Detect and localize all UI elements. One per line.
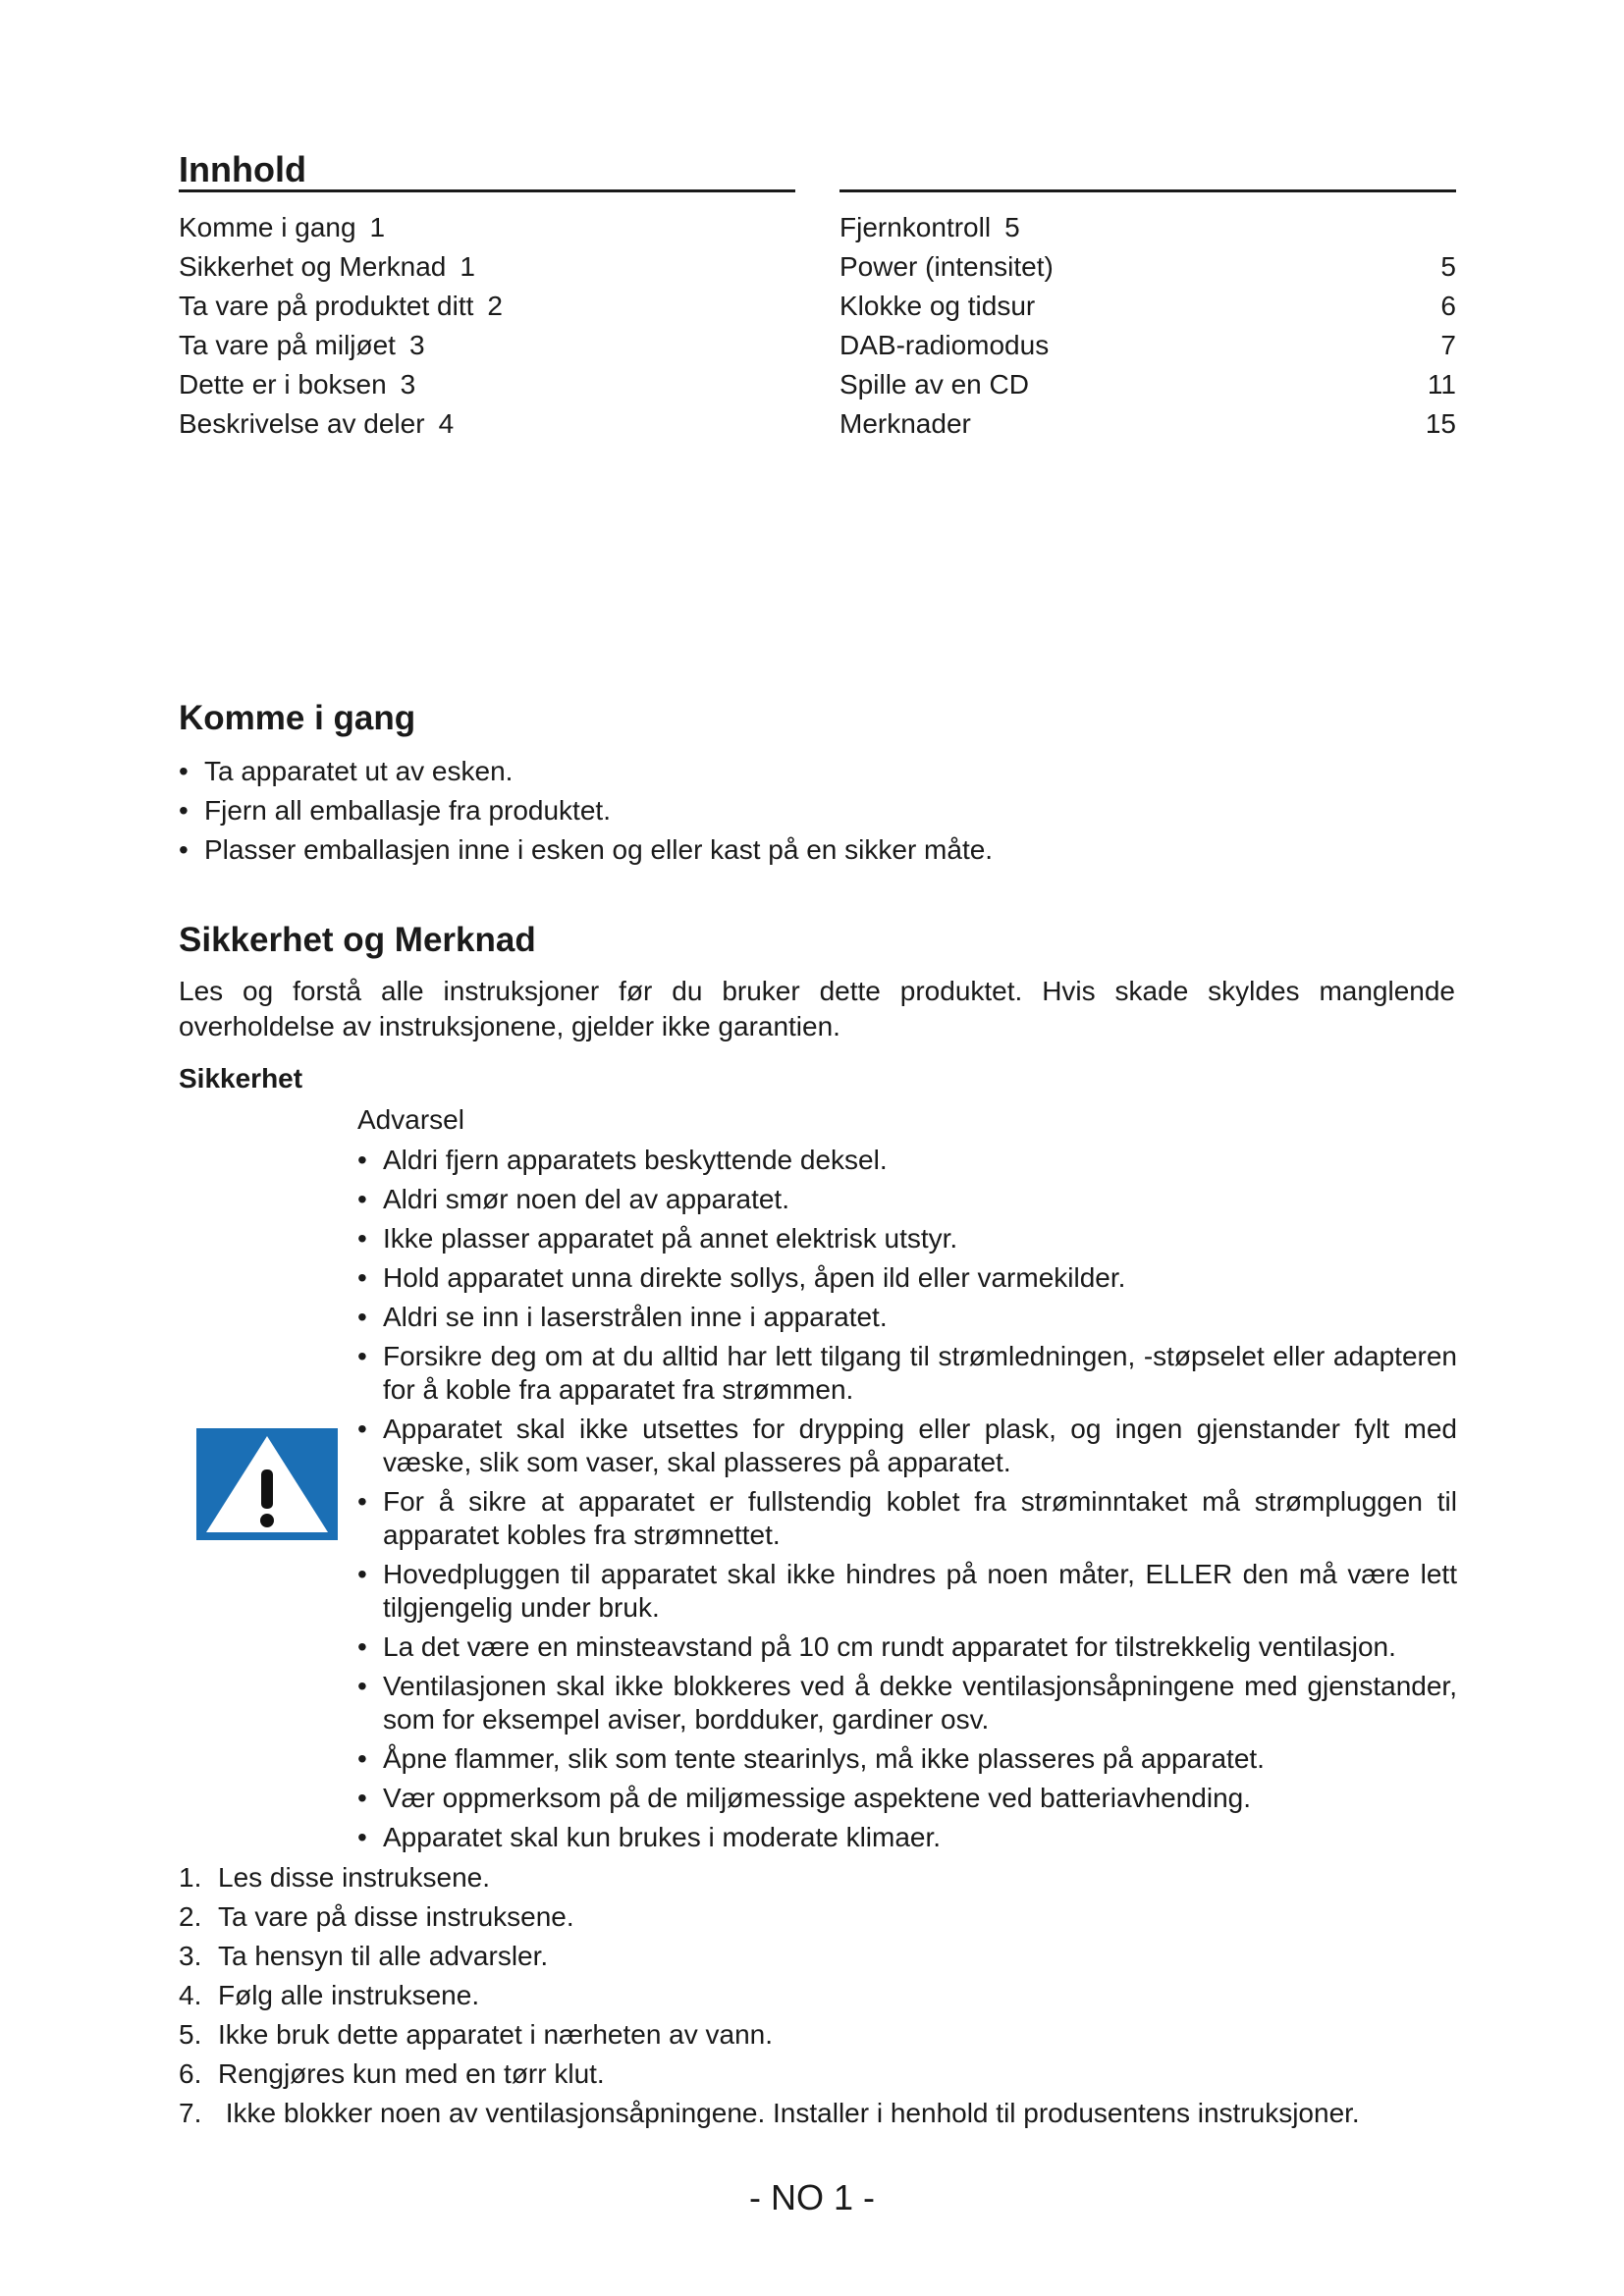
toc-entry-label: Ta vare på produktet ditt: [179, 291, 474, 321]
item-number: 6.: [179, 2058, 202, 2089]
list-item: • Apparatet skal ikke utsettes for drypping eller plask, og ingen gjenstander fylt med væske, slik som vaser, skal plasseres på apparatet.: [357, 1413, 1457, 1479]
list-item: • Ikke plasser apparatet på annet elektrisk utstyr.: [357, 1222, 1457, 1255]
list-item: [179, 1976, 1455, 2015]
item-text: Ta hensyn til alle advarsler.: [218, 1941, 549, 1971]
list-item: • Apparatet skal kun brukes i moderate klimaer.: [357, 1821, 1457, 1854]
toc-entry[interactable]: [839, 208, 1456, 247]
list-item: • Ta apparatet ut av esken.: [179, 752, 1455, 791]
toc-entry-label: Spille av en CD: [839, 369, 1029, 400]
item-number: 4.: [179, 1980, 202, 2010]
toc-entry[interactable]: [179, 208, 768, 247]
toc-rule-left: [179, 189, 795, 192]
toc-entry-page: 5: [1440, 251, 1456, 282]
section-heading-sikkerhet-og-merknad: Sikkerhet og Merknad: [179, 921, 536, 959]
item-number: 5.: [179, 2019, 202, 2050]
toc-entry-label: DAB-radiomodus: [839, 330, 1050, 360]
page-number: - NO 1 -: [748, 2177, 875, 2217]
list-item: • Aldri se inn i laserstrålen inne i apparatet.: [357, 1301, 1457, 1334]
toc-entry[interactable]: [179, 326, 768, 365]
warning-triangle-icon: [196, 1428, 338, 1540]
list-item: • Ventilasjonen skal ikke blokkeres ved å dekke ventilasjonsåpningene med gjenstander, som for eksempel aviser, bordduker, gardiner osv.: [357, 1670, 1457, 1736]
numbered-instructions: [179, 1858, 1455, 2133]
list-item: • For å sikre at apparatet er fullstendig koblet fra strøminntaket må strømpluggen til apparatet kobles fra strømnettet.: [357, 1485, 1457, 1552]
toc-entry[interactable]: [839, 247, 1456, 287]
komme-i-gang-list: [179, 752, 1455, 870]
list-item: • Fjern all emballasje fra produktet.: [179, 791, 1455, 830]
toc-entry-label: Beskrivelse av deler: [179, 408, 425, 439]
toc-entry-label: Power (intensitet): [839, 251, 1054, 282]
warning-list: [357, 1144, 1457, 1860]
list-item: • La det være en minsteavstand på 10 cm rundt apparatet for tilstrekkelig ventilasjon.: [357, 1630, 1457, 1664]
toc-rule-right: [839, 189, 1456, 192]
list-item: [179, 2055, 1455, 2094]
toc-left-column: [179, 208, 768, 444]
toc-title: Innhold: [179, 149, 306, 189]
toc-entry[interactable]: [839, 326, 1456, 365]
toc-entry[interactable]: [839, 365, 1456, 404]
list-item: • Hold apparatet unna direkte sollys, åpen ild eller varmekilder.: [357, 1261, 1457, 1295]
item-text: Les disse instruksene.: [218, 1862, 491, 1893]
toc-entry-label: Merknader: [839, 408, 971, 439]
toc-entry-label: Dette er i boksen: [179, 369, 387, 400]
item-text: Ta vare på disse instruksene.: [218, 1901, 574, 1932]
toc-entry-page: 4: [438, 408, 455, 439]
list-item: [179, 1858, 1455, 1897]
section-heading-komme-i-gang: Komme i gang: [179, 699, 416, 737]
toc-entry-page: 3: [400, 369, 416, 400]
item-number: 7.: [179, 2098, 202, 2128]
item-text: Ikke bruk dette apparatet i nærheten av vann.: [218, 2019, 774, 2050]
list-item: • Plasser emballasjen inne i esken og eller kast på en sikker måte.: [179, 830, 1455, 870]
toc-entry-label: Klokke og tidsur: [839, 291, 1036, 321]
item-text: Rengjøres kun med en tørr klut.: [218, 2058, 605, 2089]
list-item: • Forsikre deg om at du alltid har lett tilgang til strømledningen, -støpselet eller adapteren for å koble fra apparatet fra strømmen.: [357, 1340, 1457, 1407]
list-item: [179, 2015, 1455, 2055]
toc-entry-page: 5: [1004, 212, 1020, 242]
item-number: 2.: [179, 1901, 202, 1932]
toc-entry-label: Fjernkontroll: [839, 212, 992, 242]
toc-entry-page: 1: [460, 251, 475, 282]
intro-paragraph: Les og forstå alle instruksjoner før du bruker dette produktet. Hvis skade skyldes manglende overholdelse av instruksjonene, gjelder ikke garantien.: [179, 976, 1455, 1041]
toc-entry-label: Ta vare på miljøet: [179, 330, 396, 360]
list-item: [179, 1897, 1455, 1937]
toc-entry[interactable]: [839, 404, 1456, 444]
toc-right-column: [839, 208, 1456, 444]
toc-entry-page: 6: [1440, 291, 1456, 321]
list-item: • Vær oppmerksom på de miljømessige aspektene ved batteriavhending.: [357, 1782, 1457, 1815]
toc-entry-label: Komme i gang: [179, 212, 356, 242]
item-text: Ikke blokker noen av ventilasjonsåpningene. Installer i henhold til produsentens instruksjoner.: [218, 2098, 1360, 2128]
toc-entry[interactable]: [179, 247, 768, 287]
toc-entry[interactable]: [179, 404, 768, 444]
item-number: 3.: [179, 1941, 202, 1971]
warning-icon: [196, 1428, 338, 1540]
toc-entry[interactable]: [179, 365, 768, 404]
toc-entry-page: 3: [408, 330, 425, 360]
toc-entry-label: Sikkerhet og Merknad: [179, 251, 447, 282]
toc-entry-page: 1: [369, 212, 386, 242]
toc-entry-page: 2: [487, 291, 503, 321]
list-item: • Aldri fjern apparatets beskyttende deksel.: [357, 1144, 1457, 1177]
toc-entry[interactable]: [839, 287, 1456, 326]
toc-entry-page: 15: [1425, 408, 1456, 439]
list-item: • Aldri smør noen del av apparatet.: [357, 1183, 1457, 1216]
item-number: 1.: [179, 1862, 202, 1893]
list-item: • Hovedpluggen til apparatet skal ikke hindres på noen måter, ELLER den må være lett tilgjengelig under bruk.: [357, 1558, 1457, 1625]
warning-label: Advarsel: [357, 1104, 464, 1135]
list-item: • Åpne flammer, slik som tente stearinlys, må ikke plasseres på apparatet.: [357, 1742, 1457, 1776]
list-item: [179, 2094, 1455, 2133]
subheading-sikkerhet: Sikkerhet: [179, 1063, 303, 1094]
list-item: [179, 1937, 1455, 1976]
toc-entry-page: 7: [1440, 330, 1456, 360]
item-text: Følg alle instruksene.: [218, 1980, 480, 2010]
toc-entry-page: 11: [1427, 369, 1456, 400]
toc-entry[interactable]: [179, 287, 768, 326]
